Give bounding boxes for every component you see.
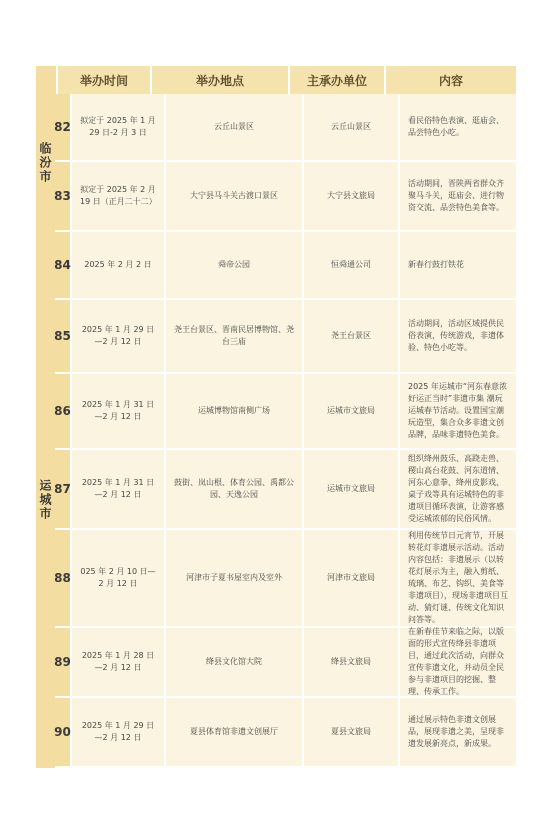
- header-content: 内容: [386, 66, 516, 94]
- cell-no: 83: [55, 162, 72, 230]
- cell-time: 2025 年 2 月 2 日: [72, 232, 166, 298]
- table-row: [36, 300, 516, 372]
- cell-content: 活动期间，晋陕两省群众齐聚马斗关，逛庙会、进行物资交流、品尝特色美食等。: [400, 162, 516, 230]
- cell-no: 85: [55, 300, 72, 372]
- cell-place: 河津市子夏书屋室内及室外: [166, 530, 304, 626]
- table-header: [36, 66, 516, 94]
- cell-org: 恒舜通公司: [304, 232, 400, 298]
- cell-time: 2025 年 1 月 29 日—2 月 12 日: [72, 300, 166, 372]
- cell-org: 运城市文旅局: [304, 450, 400, 528]
- cell-org: 运城市文旅局: [304, 374, 400, 448]
- cell-org: 河津市文旅局: [304, 530, 400, 626]
- cell-place: 鼓街、岚山根、体育公园、禹都公园、天逸公园: [166, 450, 304, 528]
- table-row: [36, 628, 516, 696]
- cell-content: 通过展示特色非遗文创展品，展现非遗之美，呈现非遗发展新亮点，新成果。: [400, 698, 516, 766]
- cell-org: 夏县文旅局: [304, 698, 400, 766]
- table-row: [36, 94, 516, 160]
- header-time: 举办时间: [58, 66, 152, 94]
- cell-time: 拟定于 2025 年 1 月 29 日-2 月 3 日: [72, 94, 166, 160]
- cell-no: 86: [55, 374, 72, 448]
- cell-time: 2025 年 1 月 28 日—2 月 12 日: [72, 628, 166, 696]
- cell-no: 90: [55, 698, 72, 766]
- cell-content: 2025 年运城市“河东春意浓 好运正当时”非遗市集 潮玩运城春节活动。设置国宝潮玩造型，集合众多非遗文创品牌，品味非遗特色美食。: [400, 374, 516, 448]
- cell-place: 绛县文化馆大院: [166, 628, 304, 696]
- region-linfen: 临汾市: [36, 94, 55, 232]
- cell-content: 在新春佳节来临之际，以版面的形式宣传绛县非遗项目，通过此次活动，向群众宣传非遗文化，并动员全民参与非遗项目的挖掘、整理、传承工作。: [400, 628, 516, 696]
- table-row: [36, 530, 516, 626]
- cell-place: 舜帝公园: [166, 232, 304, 298]
- region-yuncheng: 运城市: [36, 232, 55, 768]
- cell-org: 大宁县文旅局: [304, 162, 400, 230]
- cell-place: 运城博物馆南侧广场: [166, 374, 304, 448]
- cell-place: 夏县体育馆非遗文创展厅: [166, 698, 304, 766]
- cell-place: 尧王台景区、晋南民居博物馆、尧台三庙: [166, 300, 304, 372]
- cell-org: 尧王台景区: [304, 300, 400, 372]
- cell-no: 84: [55, 232, 72, 298]
- cell-time: 拟定于 2025 年 2 月 19 日（正月二十二）: [72, 162, 166, 230]
- cell-time: 2025 年 1 月 31 日—2 月 12 日: [72, 450, 166, 528]
- cell-no: 87: [55, 450, 72, 528]
- cell-place: 云丘山景区: [166, 94, 304, 160]
- cell-place: 大宁县马斗关古渡口景区: [166, 162, 304, 230]
- table-row: [36, 698, 516, 766]
- cell-content: 新春行鼓打铁花: [400, 232, 516, 298]
- cell-content: 组织绛州鼓乐、高跷走兽、稷山高台花鼓、河东道情、河东心意拳、绛州皮影戏、桌子戏等具有运城特色的非遗项目循环表演，让游客感受运城浓郁的民俗风情。: [400, 450, 516, 528]
- cell-no: 89: [55, 628, 72, 696]
- cell-time: 2025 年 1 月 29 日 —2 月 12 日: [72, 698, 166, 766]
- table-row: [36, 374, 516, 448]
- cell-no: 88: [55, 530, 72, 626]
- cell-org: 云丘山景区: [304, 94, 400, 160]
- table-row: [36, 162, 516, 230]
- table-row: [36, 232, 516, 298]
- table-row: [36, 450, 516, 528]
- cell-content: 活动期间，活动区域提供民俗表演，传统游戏，非遗体验、特色小吃等。: [400, 300, 516, 372]
- cell-time: 2025 年 1 月 31 日—2 月 12 日: [72, 374, 166, 448]
- cell-org: 绛县文旅局: [304, 628, 400, 696]
- cell-time: 025 年 2 月 10 日—2 月 12 日: [72, 530, 166, 626]
- header-org: 主承办单位: [290, 66, 386, 94]
- cell-content: 利用传统节日元宵节，开展转花灯非遗展示活动。活动内容包括：非遗展示（以转花灯展示为主，融入剪纸、琉璃、布艺、钩织、美食等非遗项目），现场非遗项目互动、猜灯谜、传统文化知识问答等。: [400, 530, 516, 626]
- cell-content: 看民俗特色表演、逛庙会、品尝特色小吃。: [400, 94, 516, 160]
- cell-no: 82: [55, 94, 72, 160]
- header-place: 举办地点: [152, 66, 290, 94]
- header-corner: [36, 66, 58, 94]
